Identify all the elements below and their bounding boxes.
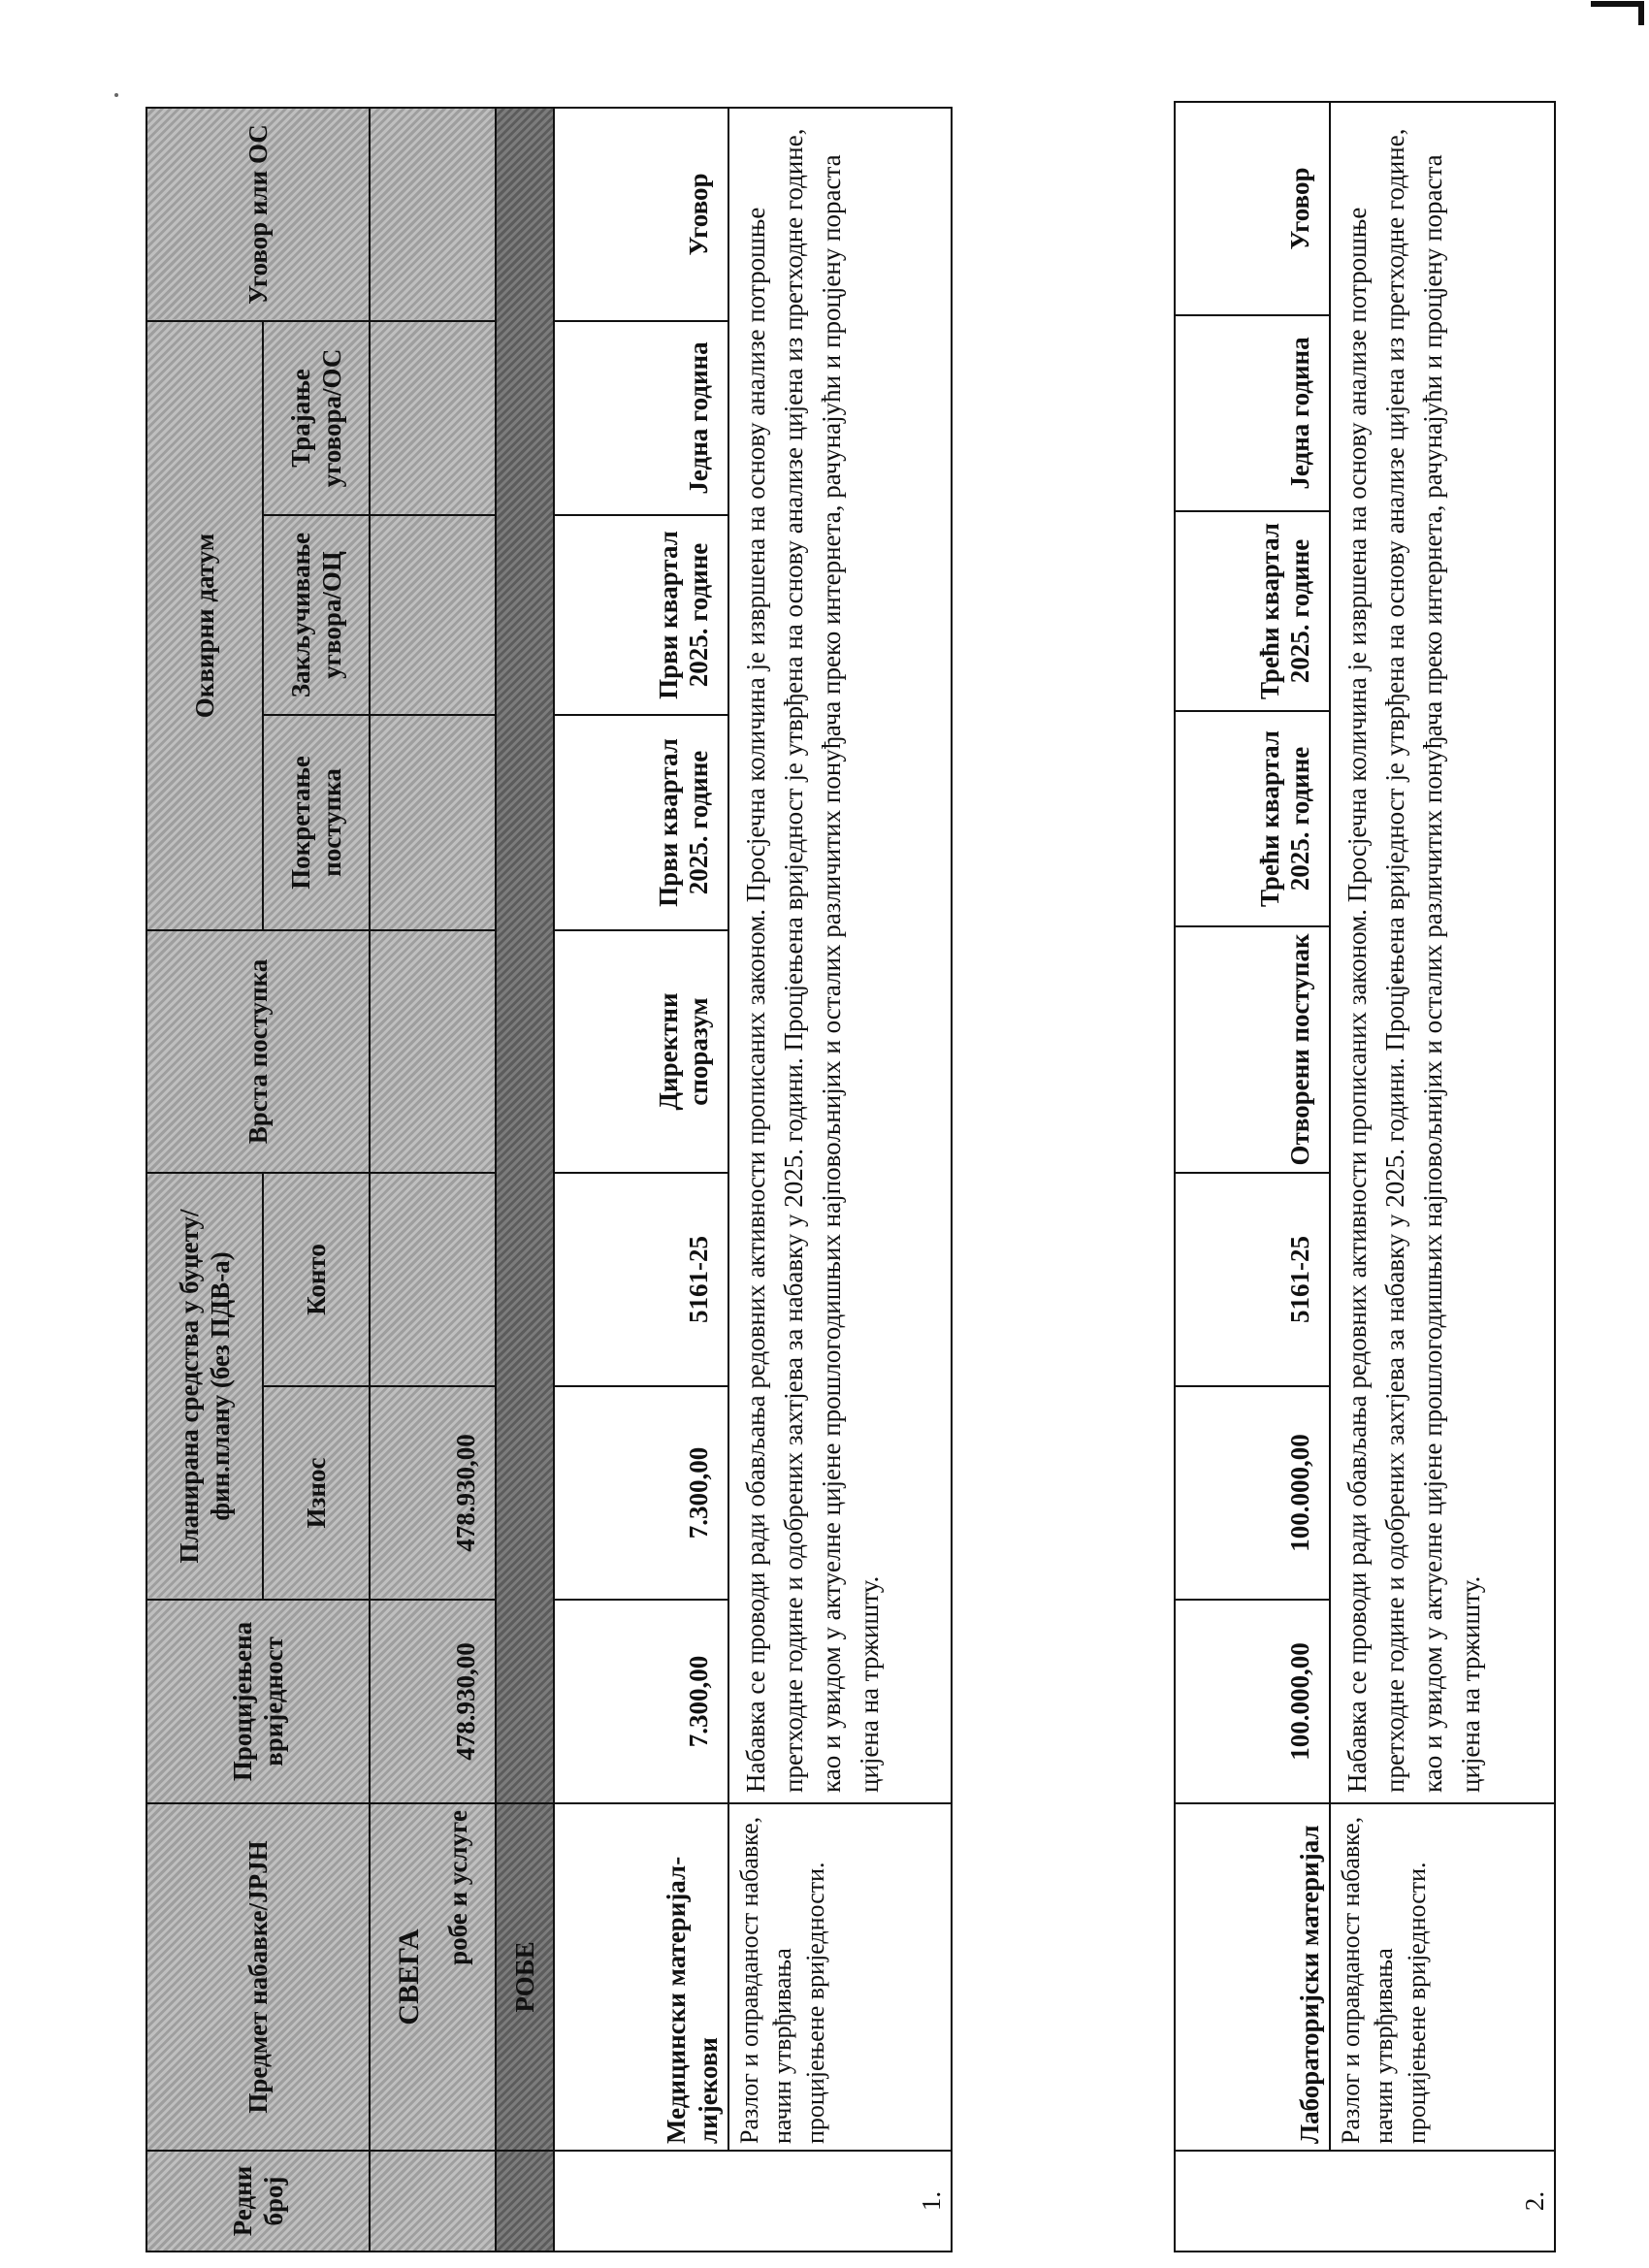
item-account: 5161-25: [554, 1173, 728, 1386]
item-conclusion: Први квартал 2025. године: [554, 515, 728, 715]
header-budget-group: Планирана средства у буџету/фин.плану (без ПДВ-а): [146, 1173, 263, 1600]
item-contract: Уговор: [1175, 102, 1330, 315]
procurement-table-1: [146, 107, 953, 2252]
header-contract: Уговор или ОС: [146, 108, 370, 321]
total-procedure-cell: [370, 930, 496, 1173]
header-subject: Предмет набавке/ЈРЈН: [146, 1803, 370, 2151]
section-row: [496, 108, 554, 2252]
item-amount: 7.300,00: [554, 1386, 728, 1600]
header-start: Покретање поступка: [263, 715, 370, 930]
section-fill: [496, 108, 554, 1803]
total-contract-cell: [370, 108, 496, 321]
section-label: РОБЕ: [496, 1803, 554, 2151]
header-duration: Трајање уговора/ОС: [263, 321, 370, 515]
reason-row: [728, 108, 952, 2252]
item-start: Трећи квартал 2025. године: [1175, 711, 1330, 926]
item-estimated: 100.000,00: [1175, 1600, 1330, 1803]
total-label: СВЕГА: [392, 1928, 425, 2025]
total-sublabel: робе и услуге: [442, 1810, 472, 1965]
item-contract: Уговор: [554, 108, 728, 321]
item-duration: Једна година: [1175, 315, 1330, 511]
header-row-top: [146, 108, 263, 2252]
reason-row: [1330, 102, 1555, 2252]
item-row: [1175, 102, 1330, 2252]
header-estimated: Процијењена вриједност: [146, 1600, 370, 1803]
total-start-cell: [370, 715, 496, 930]
total-duration-cell: [370, 321, 496, 515]
total-row: [370, 108, 496, 2252]
section-num-cell: [496, 2151, 554, 2252]
item-procedure: Директни споразум: [554, 930, 728, 1173]
header-date-group: Оквирни датум: [146, 321, 263, 930]
reason-text: Набавка се проводи ради обављања редовних активности прописаних законом. Просјечна количина је извршена на основу анализе потрошње претходне године и одобрених захтјева за набавку у 2025. години. Процјењена вриједност је утврђена на основу анализе цијена из претходне године, као и увидом у актуелне цијене прошлогодишњих најповољнијих и осталих различитих понуђача преко интернета, рачунајући и процјену пораста цијена на тржишту.: [728, 108, 952, 1803]
reason-text: Набавка се проводи ради обављања редовних активности прописаних законом. Просјечна количина је извршена на основу анализе потрошње претходне године и одобрених захтјева за набавку у 2025. години. Процјењена вриједност је утврђена на основу анализе цијена из претходне године, као и увидом у актуелне цијене прошлогодишњих најповољнијих и осталих различитих понуђача преко интернета, рачунајући и процјену пораста цијена на тржишту.: [1330, 102, 1555, 1803]
item-num: 1.: [554, 2151, 952, 2252]
total-num-cell: [370, 2151, 496, 2252]
reason-label: Разлог и оправданост набавке, начин утврђивања процијењене вриједности.: [1330, 1803, 1555, 2151]
item-amount: 100.000,00: [1175, 1386, 1330, 1600]
item-procedure: Отворени поступак: [1175, 926, 1330, 1173]
header-procedure-type: Врста поступка: [146, 930, 370, 1173]
total-amount: 478.930,00: [370, 1386, 496, 1600]
item-subject: Медицински материјал-лијекови: [554, 1803, 728, 2151]
reason-label: Разлог и оправданост набавке, начин утврђивања процијењене вриједности.: [728, 1803, 952, 2151]
item-estimated: 7.300,00: [554, 1600, 728, 1803]
total-estimated: 478.930,00: [370, 1600, 496, 1803]
total-conclusion-cell: [370, 515, 496, 715]
item-account: 5161-25: [1175, 1173, 1330, 1386]
procurement-table-2: [1174, 101, 1556, 2252]
total-label-cell: [370, 1803, 496, 2151]
total-account-cell: [370, 1173, 496, 1386]
item-conclusion: Трећи квартал 2025. године: [1175, 511, 1330, 711]
header-account: Конто: [263, 1173, 370, 1386]
item-num: 2.: [1175, 2151, 1555, 2252]
item-subject: Лабораторијски материјал: [1175, 1803, 1330, 2151]
item-duration: Једна година: [554, 321, 728, 515]
item-row: [554, 108, 728, 2252]
item-start: Први квартал 2025. године: [554, 715, 728, 930]
header-conclusion: Закључивање угвора/ОЦ: [263, 515, 370, 715]
header-amount: Износ: [263, 1386, 370, 1600]
header-num: Редни број: [146, 2151, 370, 2252]
